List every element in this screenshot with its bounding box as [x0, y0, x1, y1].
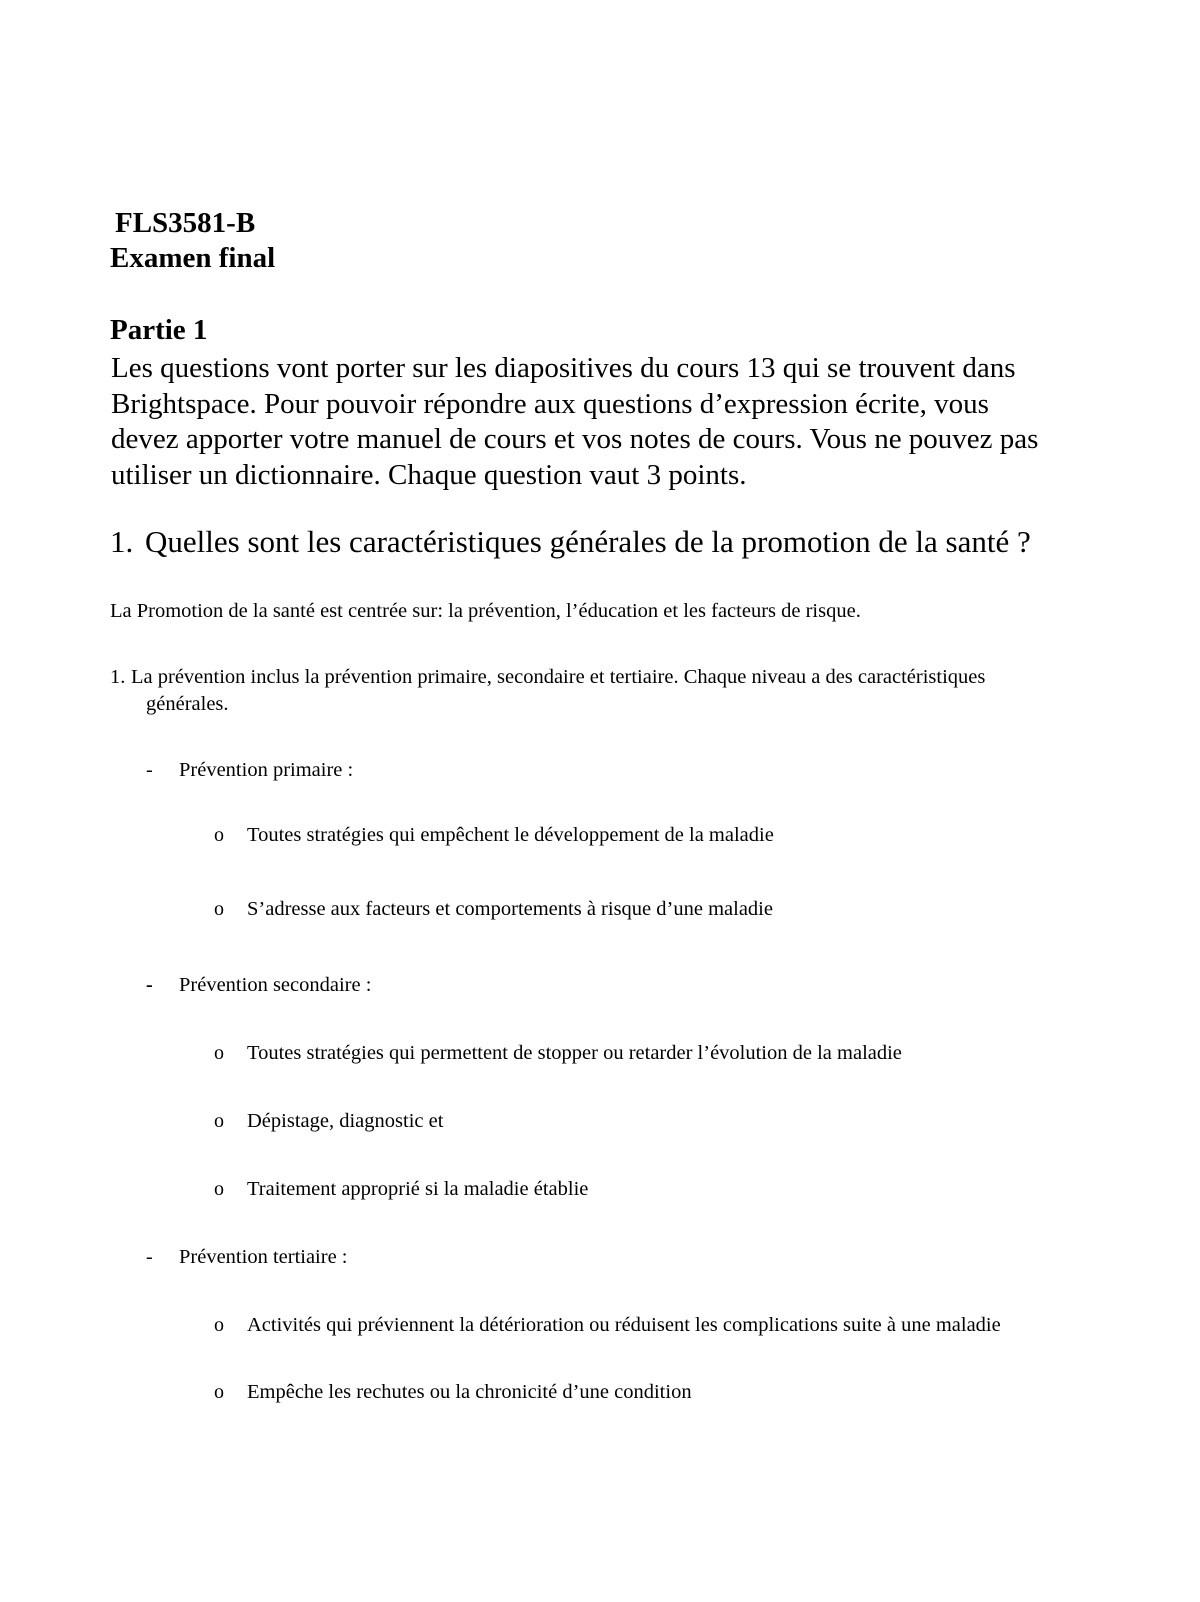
list-item: Empêche les rechutes ou la chronicité d’une condition: [247, 1381, 692, 1403]
answer-point-number: 1.: [110, 666, 126, 688]
list-item: Dépistage, diagnostic et: [247, 1110, 444, 1132]
list-item: Toutes stratégies qui permettent de stopper ou retarder l’évolution de la maladie: [247, 1042, 902, 1064]
question-1: [110, 524, 1031, 560]
list-item: Toutes stratégies qui empêchent le développement de la maladie: [247, 824, 774, 846]
intro-line: Brightspace. Pour pouvoir répondre aux questions d’expression écrite, vous: [111, 387, 989, 420]
answer-point-line: La prévention inclus la prévention primaire, secondaire et tertiaire. Chaque niveau a des caractéristiques: [131, 666, 986, 688]
circle-bullet: o: [214, 1314, 224, 1336]
dash-bullet: -: [146, 759, 153, 781]
circle-bullet: o: [214, 1381, 224, 1403]
circle-bullet: o: [214, 898, 224, 920]
circle-bullet: o: [214, 1178, 224, 1200]
circle-bullet: o: [214, 1110, 224, 1132]
dash-bullet: -: [146, 1246, 153, 1268]
list-item: Traitement approprié si la maladie établie: [247, 1178, 589, 1200]
intro-line: devez apporter votre manuel de cours et vos notes de cours. Vous ne pouvez pas: [111, 423, 1039, 455]
level-label-tertiary: Prévention tertiaire :: [179, 1246, 348, 1268]
exam-title: Examen final: [110, 242, 276, 274]
level-label-primary: Prévention primaire :: [179, 759, 354, 781]
list-item: Activités qui préviennent la détérioration ou réduisent les complications suite à une maladie: [247, 1314, 1001, 1336]
course-code: FLS3581-B: [115, 207, 256, 239]
part-title: Partie 1: [110, 314, 208, 346]
list-item: S’adresse aux facteurs et comportements à risque d’une maladie: [247, 898, 773, 920]
dash-bullet: -: [146, 974, 153, 996]
level-label-secondary: Prévention secondaire :: [179, 974, 372, 996]
intro-line: Les questions vont porter sur les diapositives du cours 13 qui se trouvent dans: [111, 352, 1016, 384]
circle-bullet: o: [214, 1042, 224, 1064]
answer-summary: La Promotion de la santé est centrée sur: la prévention, l’éducation et les facteurs de risque.: [110, 600, 861, 622]
question-text: Quelles sont les caractéristiques générales de la promotion de la santé ?: [145, 524, 1031, 559]
answer-point-line: générales.: [146, 693, 229, 715]
question-number: 1.: [110, 524, 134, 559]
part-intro: [111, 351, 1131, 493]
circle-bullet: o: [214, 824, 224, 846]
intro-line: utiliser un dictionnaire. Chaque question vaut 3 points.: [111, 458, 747, 491]
